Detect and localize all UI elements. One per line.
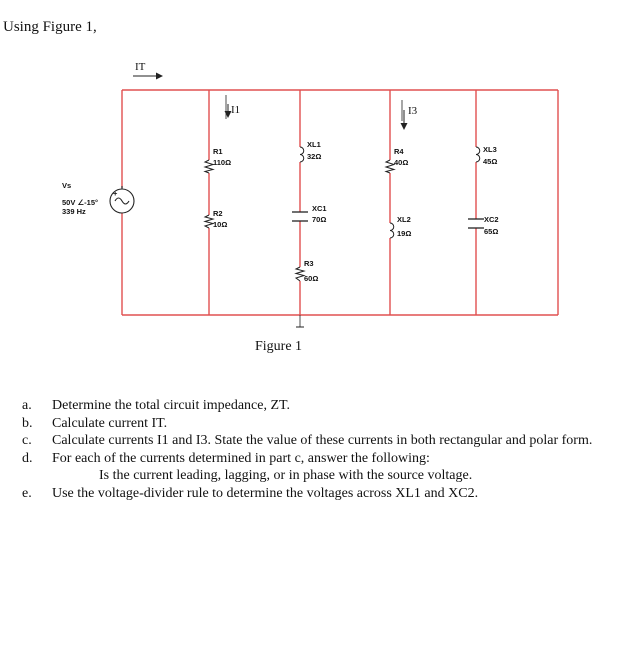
- question-letter: a.: [22, 398, 32, 413]
- xl1-value: 32Ω: [307, 152, 322, 161]
- r1-value: 110Ω: [213, 158, 232, 167]
- wires: [122, 90, 558, 315]
- source-frequency: 339 Hz: [62, 207, 86, 216]
- xl2-value: 19Ω: [397, 229, 412, 238]
- question-b: [22, 415, 622, 433]
- r1-resistor-symbol: [205, 160, 213, 173]
- r3-name: R3: [304, 259, 314, 268]
- figure-caption: Figure 1: [255, 339, 303, 354]
- question-text: Calculate current IT.: [52, 415, 168, 431]
- r2-resistor-symbol: [205, 215, 213, 228]
- xl3-value: 45Ω: [483, 157, 498, 166]
- xl3-name: XL3: [483, 145, 497, 154]
- question-text: For each of the currents determined in part c, answer the following:: [52, 450, 430, 466]
- r2-name: R2: [213, 209, 223, 218]
- ac-source-symbol: [110, 186, 134, 213]
- question-c: [22, 432, 622, 450]
- xc2-capacitor-symbol: [468, 219, 484, 228]
- r2-value: 10Ω: [213, 220, 228, 229]
- xl3-inductor-symbol: [476, 147, 480, 162]
- i3-arrow-head: [401, 123, 408, 130]
- svg-text:+: +: [113, 189, 118, 198]
- source-name: Vs: [62, 181, 72, 190]
- source-voltage: 50V ∠-15°: [62, 198, 98, 207]
- it-label: IT: [135, 61, 146, 73]
- r4-value: 40Ω: [394, 158, 409, 167]
- question-text: Determine the total circuit impedance, ZT.: [52, 398, 291, 413]
- question-text: Calculate currents I1 and I3. State the value of these currents in both rectangular and polar form.: [52, 433, 593, 448]
- question-letter: c.: [22, 433, 32, 448]
- question-e: [22, 485, 622, 503]
- xc1-name: XC1: [312, 204, 327, 213]
- i1-label: I1: [231, 104, 241, 116]
- question-subtext: Is the current leading, lagging, or in phase with the source voltage.: [99, 468, 473, 483]
- it-arrow-head: [156, 73, 163, 80]
- xc2-value: 65Ω: [484, 227, 499, 236]
- question-text: Use the voltage-divider rule to determine the voltages across XL1 and XC2.: [52, 485, 479, 501]
- intro-text: Using Figure 1,: [3, 19, 97, 35]
- xc1-value: 70Ω: [312, 215, 327, 224]
- xc2-name: XC2: [484, 215, 499, 224]
- question-letter: b.: [22, 415, 33, 431]
- r1-name: R1: [213, 147, 223, 156]
- r4-resistor-symbol: [386, 160, 394, 173]
- xl2-name: XL2: [397, 215, 411, 224]
- question-letter: e.: [22, 485, 32, 501]
- question-list: [22, 397, 622, 502]
- question-letter: d.: [22, 450, 33, 466]
- xl2-inductor-symbol: [390, 223, 394, 238]
- r4-name: R4: [394, 147, 404, 156]
- xc1-capacitor-symbol: [292, 212, 308, 221]
- question-a: [22, 397, 622, 415]
- question-d: [22, 450, 622, 485]
- r3-value: 60Ω: [304, 274, 319, 283]
- r3-resistor-symbol: [296, 267, 304, 281]
- xl1-name: XL1: [307, 140, 321, 149]
- i3-label: I3: [408, 105, 418, 117]
- xl1-inductor-symbol: [300, 147, 304, 162]
